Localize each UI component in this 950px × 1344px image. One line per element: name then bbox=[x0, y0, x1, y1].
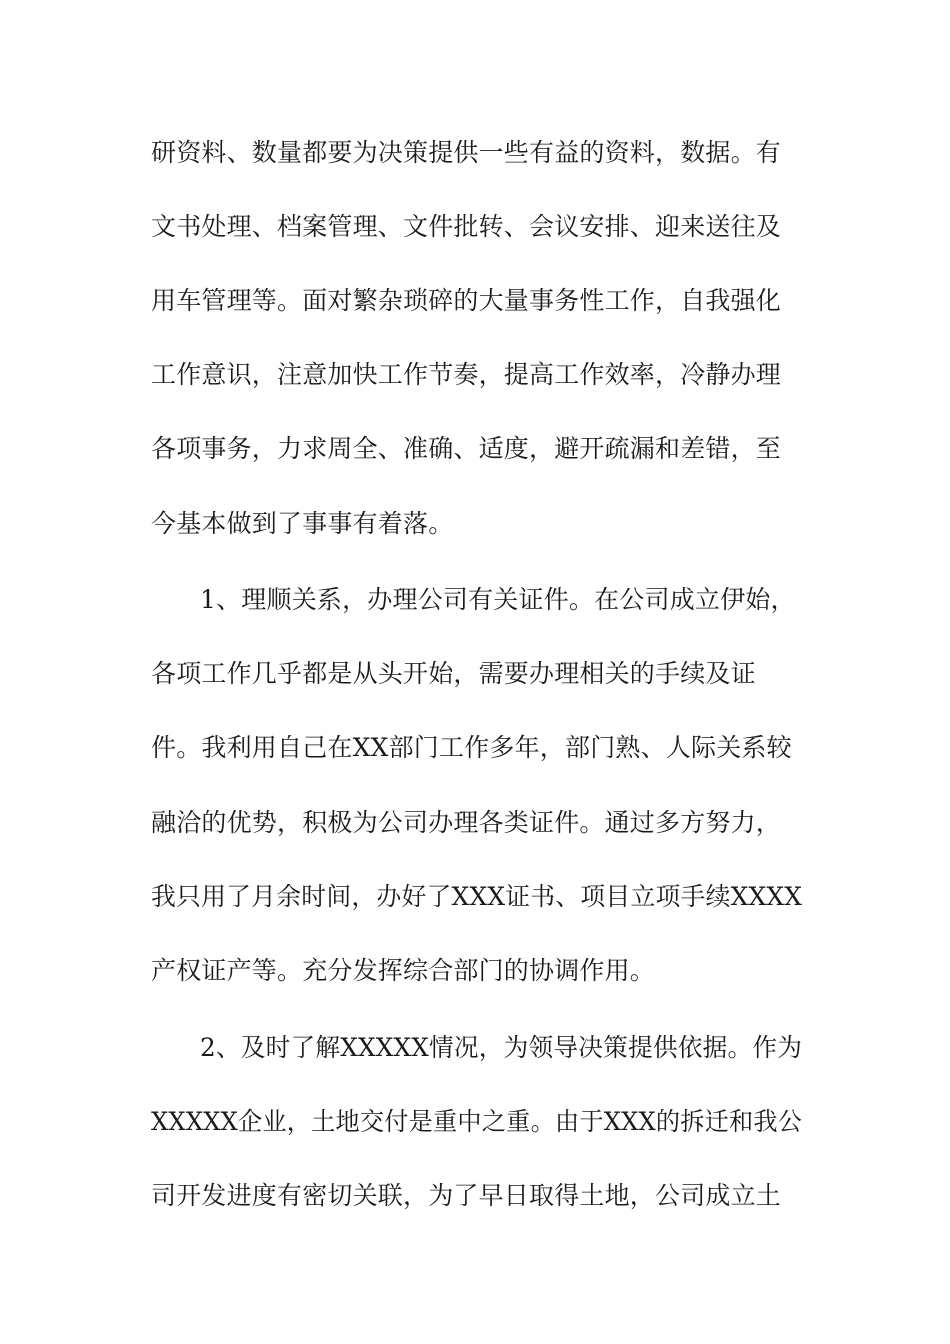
text-line-14: XXXXX企业，土地交付是重中之重。由于XXX的拆迁和我公 bbox=[151, 1107, 803, 1136]
text-line-10: 融洽的优势，积极为公司办理各类证件。通过多方努力， bbox=[151, 808, 782, 837]
text-line-6: 今基本做到了事事有着落。 bbox=[151, 509, 454, 538]
text-line-3: 用车管理等。面对繁杂琐碎的大量事务性工作，自我强化 bbox=[151, 286, 782, 315]
text-line-12: 产权证产等。充分发挥综合部门的协调作用。 bbox=[151, 956, 656, 985]
text-line-1: 研资料、数量都要为决策提供一些有益的资料，数据。有 bbox=[151, 138, 782, 167]
text-line-15: 司开发进度有密切关联，为了早日取得土地，公司成立土 bbox=[151, 1181, 782, 1210]
paragraph-1-heading-line: 1、理顺关系，办理公司有关证件。在公司成立伊始， bbox=[200, 585, 796, 614]
text-line-5: 各项事务，力求周全、准确、适度，避开疏漏和差错，至 bbox=[151, 434, 782, 463]
paragraph-2-heading-line: 2、及时了解XXXXX情况，为领导决策提供依据。作为 bbox=[200, 1033, 803, 1062]
text-line-8: 各项工作几乎都是从头开始，需要办理相关的手续及证 bbox=[151, 659, 756, 688]
text-line-9: 件。我利用自己在XX部门工作多年，部门熟、人际关系较 bbox=[151, 733, 792, 762]
text-line-4: 工作意识，注意加快工作节奏，提高工作效率，冷静办理 bbox=[151, 360, 782, 389]
text-line-11: 我只用了月余时间，办好了XXX证书、项目立项手续XXXX bbox=[151, 882, 803, 911]
text-line-2: 文书处理、档案管理、文件批转、会议安排、迎来送往及 bbox=[151, 212, 782, 241]
